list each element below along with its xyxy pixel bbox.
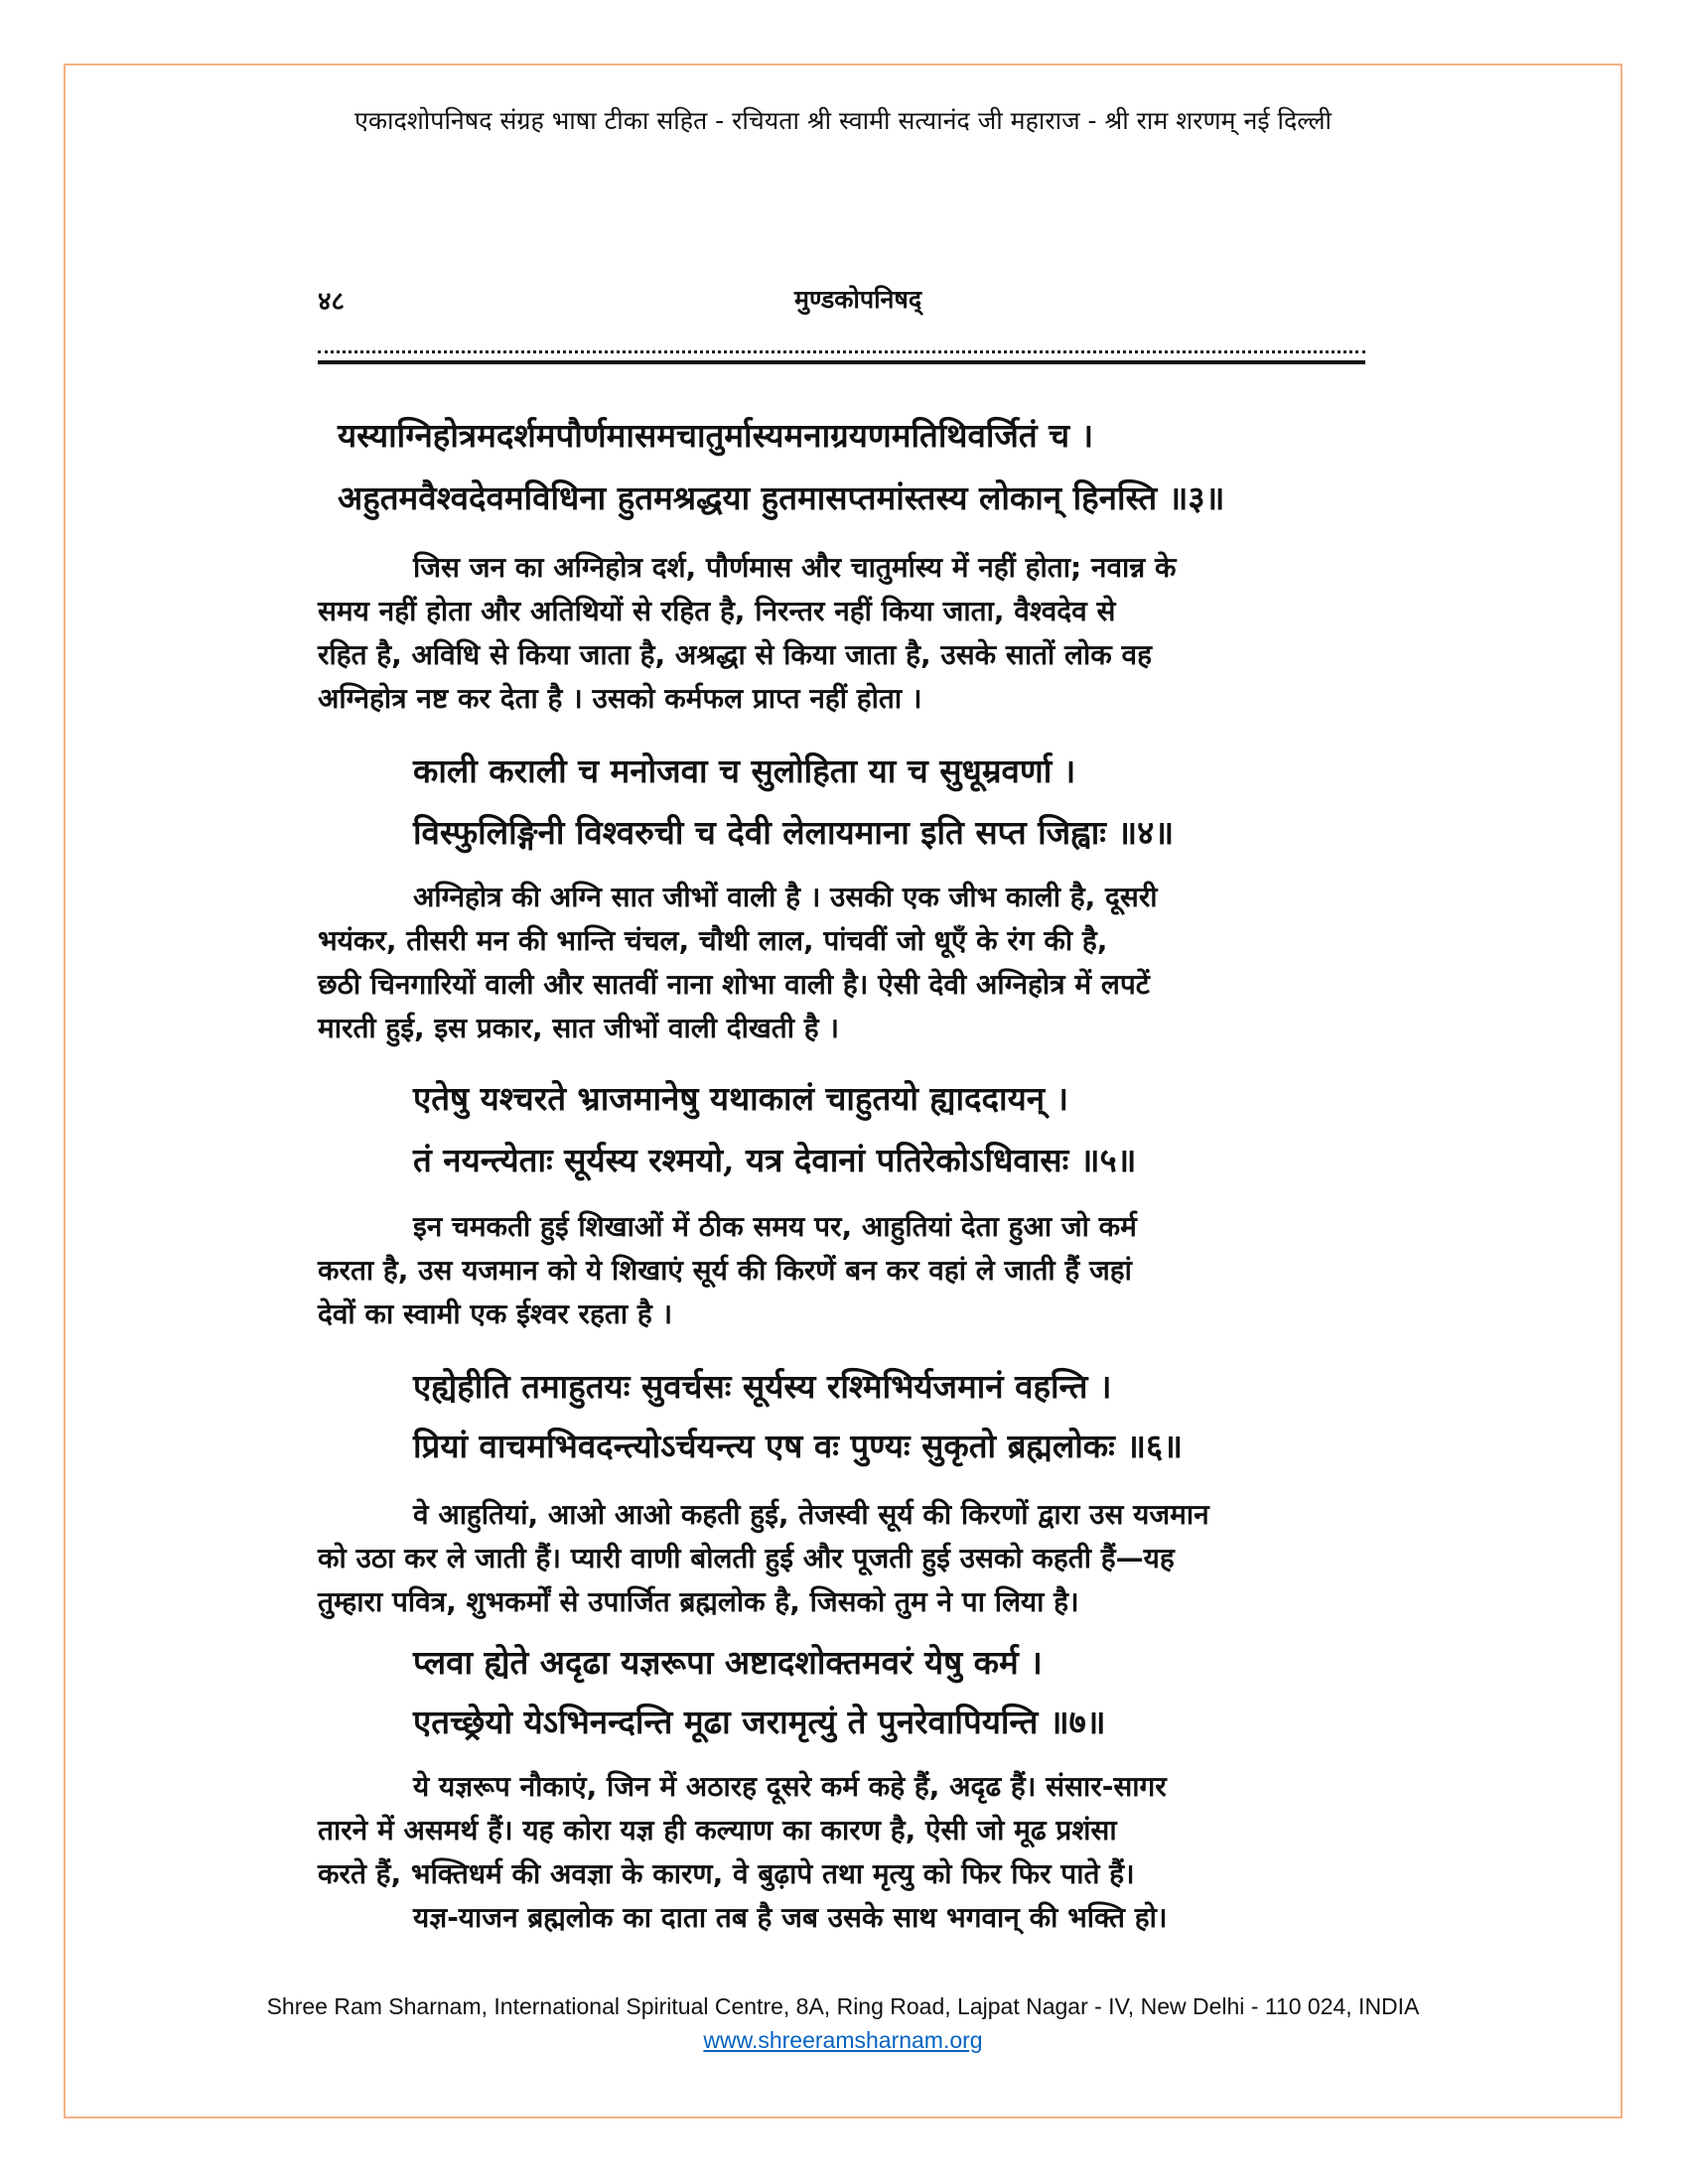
translation-line: ये यज्ञरूप नौकाएं, जिन में अठारह दूसरे कर्म कहे हैं, अदृढ हैं। संसार-सागर (413, 1770, 1167, 1803)
verse-line: एह्येहीति तमाहुतयः सुवर्चसः सूर्यस्य रश्मिभिर्यजमानं वहन्ति । (413, 1367, 1112, 1406)
translation-line: भयंकर, तीसरी मन की भान्ति चंचल, चौथी लाल, पांचवीं जो धूएँ के रंग की है, (318, 924, 1108, 957)
translation-line: यज्ञ-याजन ब्रह्मलोक का दाता तब है जब उसके साथ भगवान् की भक्ति हो। (413, 1901, 1168, 1934)
translation-line: को उठा कर ले जाती हैं। प्यारी वाणी बोलती हुई और पूजती हुई उसको कहती हैं—यह (318, 1542, 1175, 1574)
scanned-page (298, 199, 1410, 1946)
translation-line: देवों का स्वामी एक ईश्वर रहता है । (318, 1297, 673, 1330)
header-solid-rule (318, 360, 1365, 364)
translation-line: समय नहीं होता और अतिथियों से रहित है, निरन्तर नहीं किया जाता, वैश्वदेव से (318, 595, 1116, 627)
header-dotted-rule (318, 350, 1365, 353)
verse-line: प्रियां वाचमभिवदन्त्योऽर्चयन्त्य एष वः पुण्यः सुकृतो ब्रह्मलोकः ॥६॥ (413, 1427, 1183, 1465)
page-number: ४८ (318, 287, 346, 317)
verse-line: यस्याग्निहोत्रमदर्शमपौर्णमासमचातुर्मास्यमनाग्रयणमतिथिवर्जितं च । (338, 416, 1094, 455)
running-head (318, 282, 1390, 322)
translation-line: तुम्हारा पवित्र, शुभकर्मों से उपार्जित ब्रह्मलोक है, जिसको तुम ने पा लिया है। (318, 1585, 1079, 1618)
verse-line: अहुतमवैश्वदेवमविधिना हुतमश्रद्धया हुतमासप्तमांस्तस्य लोकान् हिनस्ति ॥३॥ (338, 478, 1225, 517)
footer-address: Shree Ram Sharnam, International Spiritual Centre, 8A, Ring Road, Lajpat Nagar - IV, New Delhi - 110 024, INDIA (266, 1993, 1420, 2019)
book-title: मुण्डकोपनिषद् (794, 285, 922, 314)
translation-line: तारने में असमर्थ हैं। यह कोरा यज्ञ ही कल्याण का कारण है, ऐसी जो मूढ प्रशंसा (318, 1814, 1117, 1846)
translation-line: रहित है, अविधि से किया जाता है, अश्रद्धा से किया जाता है, उसके सातों लोक वह (318, 638, 1152, 671)
verse-line: एतेषु यश्चरते भ्राजमानेषु यथाकालं चाहुतयो ह्याददायन् । (413, 1079, 1069, 1118)
translation-line: करता है, उस यजमान को ये शिखाएं सूर्य की किरणें बन कर वहां ले जाती हैं जहां (318, 1254, 1132, 1287)
translation-line: वे आहुतियां, आओ आओ कहती हुई, तेजस्वी सूर्य की किरणों द्वारा उस यजमान (413, 1498, 1209, 1531)
translation-line: इन चमकती हुई शिखाओं में ठीक समय पर, आहुतियां देता हुआ जो कर्म (413, 1210, 1137, 1243)
website-link[interactable]: www.shreeramsharnam.org (703, 2027, 983, 2053)
translation-line: अग्निहोत्र की अग्नि सात जीभों वाली है । उसकी एक जीभ काली है, दूसरी (413, 881, 1158, 913)
page-header: एकादशोपनिषद संग्रह भाषा टीका सहित - रचियता श्री स्वामी सत्यानंद जी महाराज - श्री राम शरणम् नई दिल्ली (354, 106, 1332, 135)
verse-line: तं नयन्त्येताः सूर्यस्य रश्मयो, यत्र देवानां पतिरेकोऽधिवासः ॥५॥ (413, 1141, 1137, 1179)
verse-line: विस्फुलिङ्गिनी विश्वरुची च देवी लेलायमाना इति सप्त जिह्वाः ॥४॥ (413, 813, 1175, 852)
translation-line: अग्निहोत्र नष्ट कर देता है । उसको कर्मफल प्राप्त नहीं होता । (318, 682, 922, 715)
verse-line: काली कराली च मनोजवा च सुलोहिता या च सुधूम्रवर्णा । (413, 751, 1076, 790)
translation-line: छठी चिनगारियों वाली और सातवीं नाना शोभा वाली है। ऐसी देवी अग्निहोत्र में लपटें (318, 968, 1150, 1001)
verse-line: प्लवा ह्येते अदृढा यज्ञरूपा अष्टादशोक्तमवरं येषु कर्म । (413, 1643, 1043, 1682)
translation-line: मारती हुई, इस प्रकार, सात जीभों वाली दीखती है । (318, 1012, 839, 1044)
translation-line: जिस जन का अग्निहोत्र दर्श, पौर्णमास और चातुर्मास्य में नहीं होता; नवान्न के (413, 551, 1177, 584)
translation-line: करते हैं, भक्तिधर्म की अवज्ञा के कारण, वे बुढ़ापे तथा मृत्यु को फिर फिर पाते हैं। (318, 1857, 1135, 1890)
verse-line: एतच्छ्रेयो येऽभिनन्दन्ति मूढा जरामृत्युं ते पुनरेवापियन्ति ॥७॥ (413, 1703, 1106, 1741)
